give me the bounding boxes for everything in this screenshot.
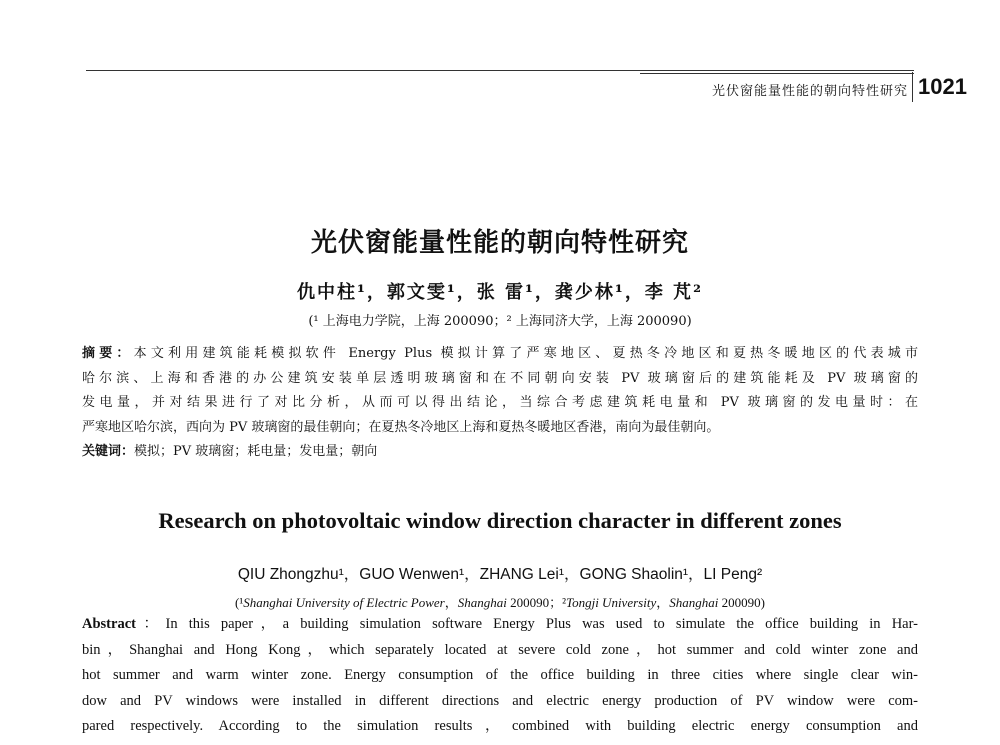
english-abstract-line: dow and PV windows were installed in different directions and electric energy production of PV window were com- — [82, 692, 918, 709]
chinese-abstract-line: 发电量，并对结果进行了对比分析，从而可以得出结论，当综合考虑建筑耗电量和 PV 玻璃窗的发电量时：在 — [82, 395, 918, 410]
chinese-abstract-line: 哈尔滨、上海和香港的办公建筑安装单层透明玻璃窗和在不同朝向安装 PV 玻璃窗后的建筑能耗及 PV 玻璃窗的 — [82, 370, 918, 386]
header-rule — [86, 70, 914, 71]
chinese-abstract-line: 严寒地区哈尔滨，西向为 PV 玻璃窗的最佳朝向；在夏热冬冷地区上海和夏热冬暖地区香港，南向为最佳朝向。 — [82, 419, 720, 435]
english-title: Research on photovoltaic window direction character in different zones — [158, 508, 842, 533]
english-abstract-line: Abstract：In this paper，a building simulation software Energy Plus was used to simulate the office building in Har- — [82, 616, 918, 632]
chinese-keywords — [82, 440, 918, 459]
chinese-title: 光伏窗能量性能的朝向特性研究 — [310, 228, 689, 258]
chinese-authors: 仇中柱¹，郭文雯¹，张 雷¹，龚少林¹，李 芃² — [297, 282, 703, 303]
english-abstract-line: pared respectively. According to the simulation results，combined with building electric energy consumption and — [82, 718, 918, 734]
english-abstract-line: hot summer and warm winter zone. Energy consumption of the office building in three cities where single clear win- — [82, 667, 918, 683]
header-rule-secondary — [640, 73, 914, 74]
header-divider — [912, 72, 913, 102]
chinese-keywords-text: 模拟；PV 玻璃窗；耗电量；发电量；朝向 — [134, 444, 378, 459]
chinese-affiliations: (¹ 上海电力学院，上海 200090；² 上海同济大学，上海 200090) — [308, 314, 692, 329]
running-title: 光伏窗能量性能的朝向特性研究 — [711, 84, 908, 99]
chinese-abstract-label: 摘要： — [82, 346, 134, 361]
chinese-abstract-line: 摘要：本文利用建筑能耗模拟软件 Energy Plus 模拟计算了严寒地区、夏热冬冷地区和夏热冬暖地区的代表城市 — [82, 346, 918, 361]
english-abstract-line: bin，Shanghai and Hong Kong，which separately located at severe cold zone，hot summer and cold winter zone and — [82, 641, 918, 658]
chinese-keywords-label: 关键词： — [82, 444, 135, 459]
english-affiliations: (¹Shanghai University of Electric Power，Shanghai 200090；²Tongji University，Shanghai 200090) — [235, 595, 765, 610]
chinese-abstract — [82, 342, 918, 440]
english-abstract — [82, 612, 918, 740]
english-abstract-label: Abstract — [82, 616, 136, 632]
english-authors: QIU Zhongzhu¹，GUO Wenwen¹，ZHANG Lei¹，GONG Shaolin¹，LI Peng² — [237, 566, 763, 583]
page-number: 1021 — [918, 74, 967, 99]
